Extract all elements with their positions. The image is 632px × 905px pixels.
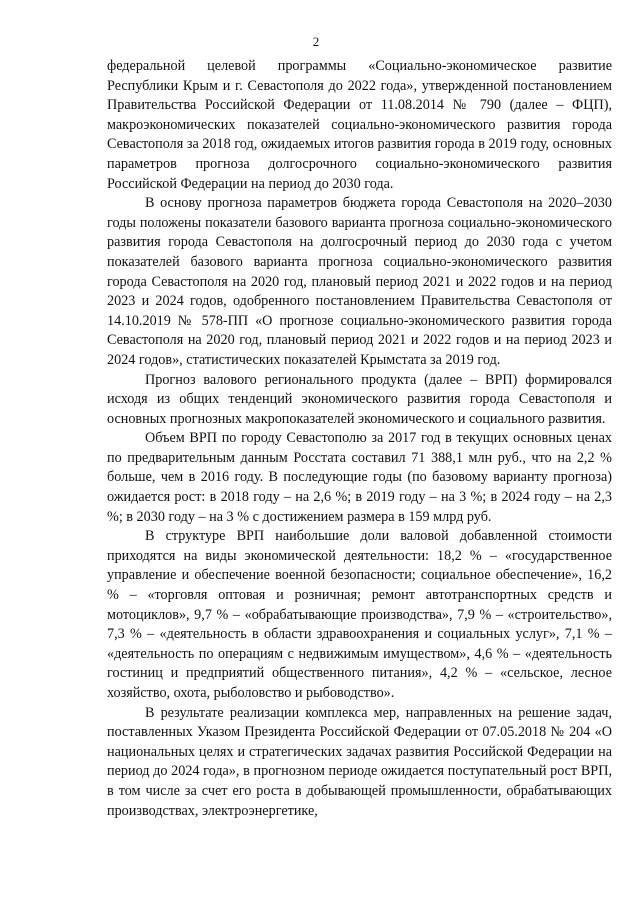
document-body [107,57,612,821]
paragraph-grp-forecast: Прогноз валового регионального продукта (далее – ВРП) формировался исходя из общих тенденций экономического развития города Севастополя и основных прогнозных макропоказателей экономического и социального развития. [107,371,612,427]
paragraph-grp-structure: В структуре ВРП наибольшие доли валовой добавленной стоимости приходятся на виды экономической деятельности: 18,2 % – «государственное управление и обеспечение военной безопасности; социальное обеспечение», 16,2 % – «торговля оптовая и розничная; ремонт автотранспортных средств и мотоциклов», 9,7 % – «обрабатывающие производства», 7,9 % – «строительство», 7,3 % – «деятельность в области здравоохранения и социальных услуг», 7,1 % – «деятельность по операциям с недвижимым имуществом», 4,6 % – «деятельность гостиниц и предприятий общественного питания», 4,2 % – «сельское, лесное хозяйство, охота, рыболовство и рыбоводство». [107,528,612,701]
page-number: 2 [312,34,320,49]
paragraph-budget-basis: В основу прогноза параметров бюджета города Севастополя на 2020–2030 годы положены показатели базового варианта прогноза социально-экономического развития города Севастополя на долгосрочный период до 2030 года с учетом показателей базового варианта прогноза социально-экономического развития города Севастополя на 2020 год, плановый период 2021 и 2022 годов и на период 2023 и 2024 годов, одобренного постановлением Правительства Севастополя от 14.10.2019 № 578-ПП «О прогнозе социально-экономического развития города Севастополя на 2020 год, плановый период 2021 и 2022 годов и на период 2023 и 2024 годов», статистических показателей Крымстата за 2019 год. [107,195,612,368]
paragraph-measures-result: В результате реализации комплекса мер, направленных на решение задач, поставленных Указом Президента Российской Федерации от 07.05.2018 № 204 «О национальных целях и стратегических задачах развития Российской Федерации на период до 2024 года», в прогнозном периоде ожидается поступательный рост ВРП, в том числе за счет его роста в добывающей промышленности, обрабатывающих производствах, электроэнергетике, [107,704,612,819]
paragraph-continuation: федеральной целевой программы «Социально-экономическое развитие Республики Крым и г. Севастополя до 2022 года», утвержденной постановлением Правительства Российской Федерации от 11.08.2014 № 790 (далее – ФЦП), макроэкономических показателей социально-экономического развития города Севастополя за 2018 год, ожидаемых итогов развития города в 2019 году, основных параметров прогноза долгосрочного социально-экономического развития Российской Федерации на период до 2030 года. [107,58,612,192]
paragraph-grp-volume: Объем ВРП по городу Севастополю за 2017 год в текущих основных ценах по предварительным данным Росстата составил 71 388,1 млн руб., что на 2,2 % больше, чем в 2016 году. В последующие годы (по базовому варианту прогноза) ожидается рост: в 2018 году – на 2,6 %; в 2019 году – на 3 %; в 2024 году – на 2,3 %; в 2030 году – на 3 % с достижением размера в 159 млрд руб. [107,430,612,525]
